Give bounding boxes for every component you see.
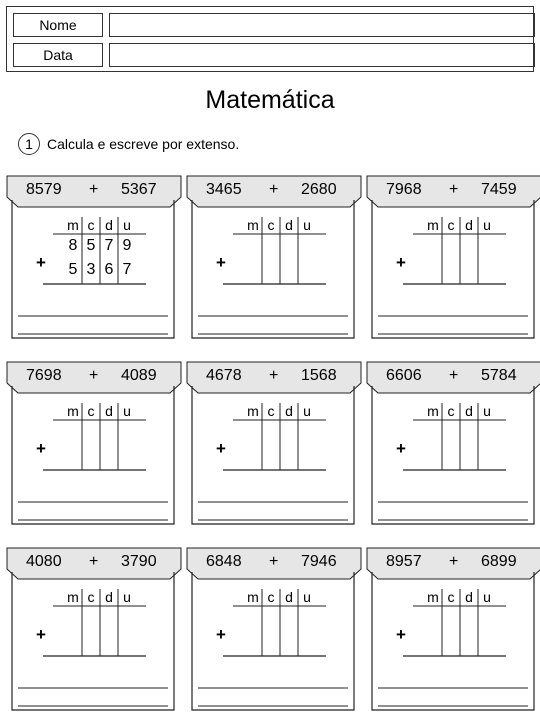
digit-b: 6 <box>104 261 114 278</box>
addend-a: 6848 <box>206 553 242 570</box>
addend-b: 2680 <box>301 181 337 198</box>
addend-a: 4080 <box>26 553 62 570</box>
addition-card <box>366 360 540 526</box>
addition-card <box>366 546 540 712</box>
place-value-label: d <box>105 217 113 233</box>
place-value-label: u <box>483 589 491 605</box>
place-value-label: c <box>447 217 455 233</box>
addend-a: 3465 <box>206 181 242 198</box>
place-value-label: u <box>483 403 491 419</box>
digit-a: 7 <box>104 237 114 254</box>
place-value-label: m <box>247 403 259 419</box>
place-value-label: u <box>123 217 131 233</box>
place-value-label: m <box>67 589 79 605</box>
addend-b: 3790 <box>121 553 157 570</box>
digit-a: 8 <box>68 237 78 254</box>
place-value-label: c <box>447 589 455 605</box>
column-plus-sign: + <box>36 253 46 272</box>
place-value-label: c <box>87 403 95 419</box>
place-value-label: d <box>285 217 293 233</box>
place-value-label: c <box>447 403 455 419</box>
place-value-label: m <box>247 589 259 605</box>
instruction <box>18 132 239 156</box>
digit-b: 3 <box>86 261 96 278</box>
addition-card <box>6 174 184 340</box>
place-value-label: c <box>267 403 275 419</box>
addend-b: 7946 <box>301 553 337 570</box>
addition-card <box>366 174 540 340</box>
place-value-label: d <box>465 589 473 605</box>
place-value-label: d <box>465 403 473 419</box>
addend-b: 5784 <box>481 367 517 384</box>
digit-a: 9 <box>122 237 132 254</box>
addition-card <box>186 546 364 712</box>
addend-a: 7698 <box>26 367 62 384</box>
column-plus-sign: + <box>216 625 226 644</box>
addition-card <box>186 360 364 526</box>
name-field[interactable] <box>109 13 535 37</box>
place-value-label: u <box>303 589 311 605</box>
place-value-label: u <box>123 403 131 419</box>
column-plus-sign: + <box>216 253 226 272</box>
place-value-label: c <box>267 589 275 605</box>
place-value-label: d <box>465 217 473 233</box>
name-label: Nome <box>13 13 103 37</box>
place-value-label: u <box>123 589 131 605</box>
column-plus-sign: + <box>216 439 226 458</box>
plus-sign: + <box>89 367 99 384</box>
addition-card <box>6 546 184 712</box>
column-plus-sign: + <box>36 439 46 458</box>
addend-a: 8957 <box>386 553 422 570</box>
place-value-label: d <box>105 589 113 605</box>
plus-sign: + <box>269 367 279 384</box>
date-label: Data <box>13 43 103 67</box>
place-value-label: d <box>285 403 293 419</box>
plus-sign: + <box>269 181 279 198</box>
plus-sign: + <box>449 553 459 570</box>
exercise-number: 1 <box>18 133 40 155</box>
plus-sign: + <box>89 553 99 570</box>
place-value-label: m <box>427 589 439 605</box>
column-plus-sign: + <box>396 439 406 458</box>
place-value-label: c <box>87 589 95 605</box>
addend-b: 4089 <box>121 367 157 384</box>
addition-card <box>6 360 184 526</box>
place-value-label: m <box>247 217 259 233</box>
digit-b: 7 <box>122 261 132 278</box>
student-info-box <box>6 6 534 72</box>
place-value-label: c <box>267 217 275 233</box>
addend-b: 6899 <box>481 553 517 570</box>
addend-b: 5367 <box>121 181 157 198</box>
place-value-label: m <box>427 403 439 419</box>
place-value-label: m <box>427 217 439 233</box>
place-value-label: u <box>483 217 491 233</box>
digit-b: 5 <box>68 261 78 278</box>
column-plus-sign: + <box>396 253 406 272</box>
place-value-label: c <box>87 217 95 233</box>
addend-a: 7968 <box>386 181 422 198</box>
column-plus-sign: + <box>36 625 46 644</box>
place-value-label: d <box>285 589 293 605</box>
addition-card <box>186 174 364 340</box>
addend-a: 6606 <box>386 367 422 384</box>
plus-sign: + <box>269 553 279 570</box>
place-value-label: d <box>105 403 113 419</box>
place-value-label: u <box>303 403 311 419</box>
column-plus-sign: + <box>396 625 406 644</box>
place-value-label: u <box>303 217 311 233</box>
place-value-label: m <box>67 217 79 233</box>
plus-sign: + <box>89 181 99 198</box>
addend-a: 4678 <box>206 367 242 384</box>
date-field[interactable] <box>109 43 535 67</box>
digit-a: 5 <box>86 237 96 254</box>
page-title: Matemática <box>205 86 335 114</box>
addend-b: 1568 <box>301 367 337 384</box>
place-value-label: m <box>67 403 79 419</box>
addend-a: 8579 <box>26 181 62 198</box>
plus-sign: + <box>449 367 459 384</box>
plus-sign: + <box>449 181 459 198</box>
addend-b: 7459 <box>481 181 517 198</box>
instruction-text: Calcula e escreve por extenso. <box>47 136 240 152</box>
